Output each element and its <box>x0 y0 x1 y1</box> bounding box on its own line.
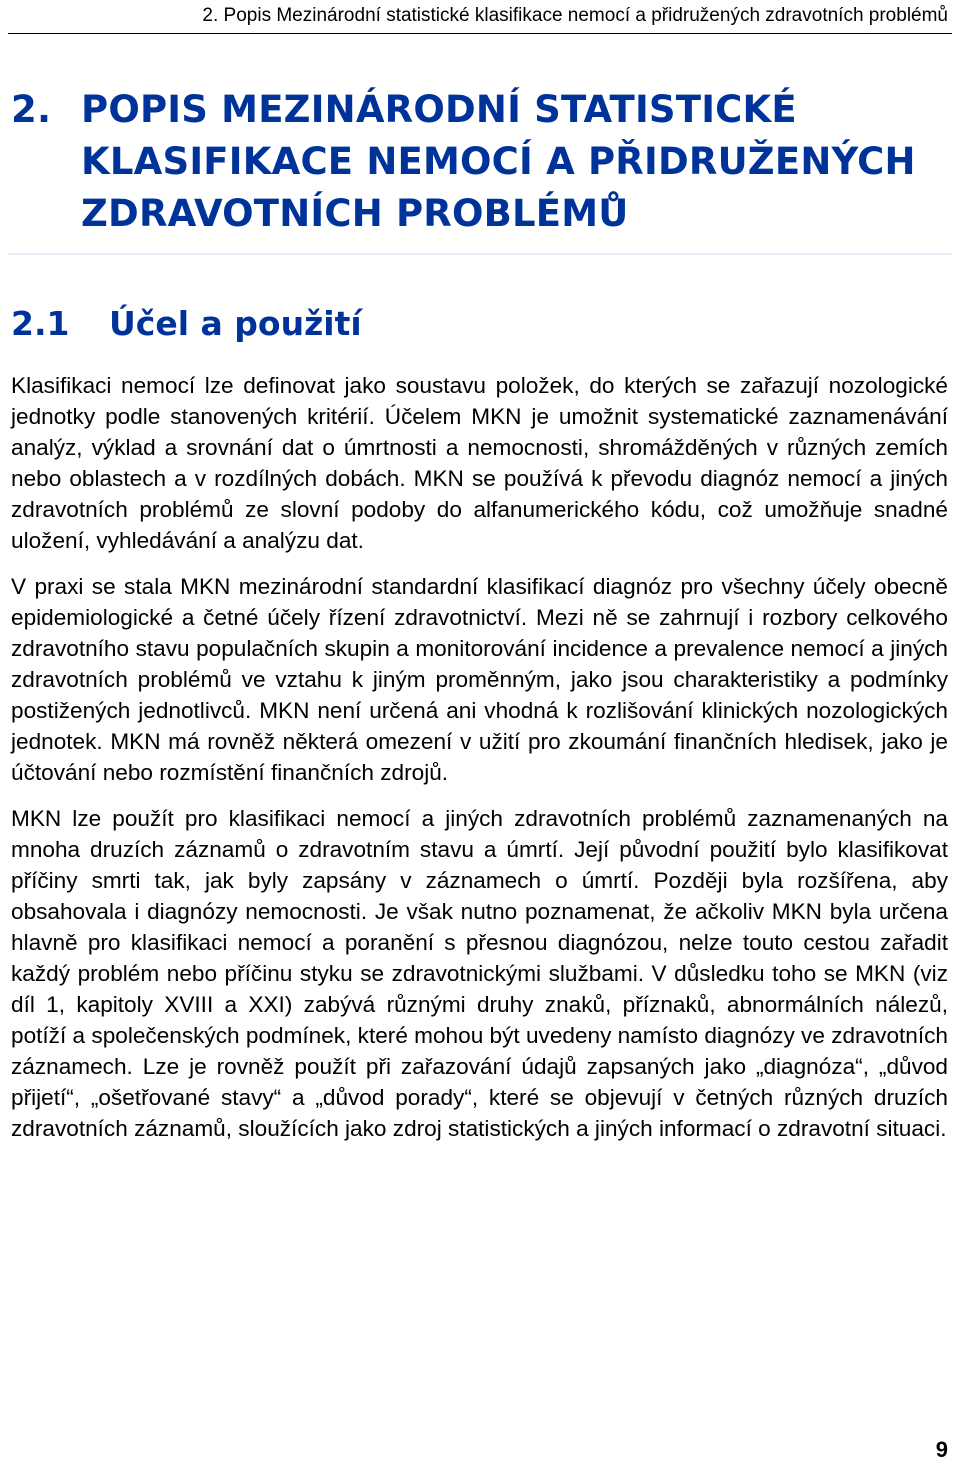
running-header: 2. Popis Mezinárodní statistické klasifikace nemocí a přidružených zdravotních problémů <box>202 5 948 26</box>
chapter-heading <box>11 84 951 240</box>
section-number: 2.1 <box>11 304 70 343</box>
page-number: 9 <box>935 1437 948 1462</box>
section-heading <box>11 300 362 348</box>
paragraph: MKN lze použít pro klasifikaci nemocí a jiných zdravotních problémů zaznamenaných na mnoha druzích záznamů o zdravotním stavu a úmrtí. Její původní použití bylo klasifikovat příčiny smrti tak, jak byly zapsány v záznamech o úmrtí. Později byla rozšířena, aby obsahovala i diagnózy nemocnosti. Je však nutno poznamenat, že ačkoliv MKN byla určena hlavně pro klasifikaci nemocí a poranění s přesnou diagnózou, nelze touto cestou zařadit každý problém nebo příčinu styku se zdravotnickými službami. V důsledku toho se MKN (viz díl 1, kapitoly XVIII a XXI) zabývá různými druhy znaků, příznaků, abnormálních nálezů, potíží a společenských podmínek, které mohou být uvedeny namísto diagnózy ve zdravotních záznamech. Lze je rovněž použít při zařazování údajů zapsaných jako „diagnóza“, „důvod přijetí“, „ošetřované stavy“ a „důvod porady“, které se objevují v četných různých druzích zdravotních záznamů, sloužících jako zdroj statistických a jiných informací o zdravotní situaci. <box>11 806 948 1141</box>
paragraph: Klasifikaci nemocí lze definovat jako soustavu položek, do kterých se zařazují nozologické jednotky podle stanovených kritérií. Účelem MKN je umožnit systematické zaznamenávání analýz, výklad a srovnání dat o úmrtnosti a nemocnosti, shromážděných v různých zemích nebo oblastech a v rozdílných dobách. MKN se používá k převodu diagnóz nemocí a jiných zdravotních problémů ze slovní podoby do alfanumerického kódu, což umožňuje snadné uložení, vyhledávání a analýzu dat. <box>11 373 948 553</box>
chapter-title: POPIS MEZINÁRODNÍ STATISTICKÉ KLASIFIKACE NEMOCÍ A PŘIDRUŽENÝCH ZDRAVOTNÍCH PROBLÉMŮ <box>81 88 916 235</box>
header-rule <box>8 33 952 34</box>
chapter-rule <box>8 253 952 255</box>
paragraph: V praxi se stala MKN mezinárodní standardní klasifikací diagnóz pro všechny účely obecně epidemiologické a četné účely řízení zdravotnictví. Mezi ně se zahrnují i rozbory celkového zdravotního stavu populačních skupin a monitorování incidence a prevalence nemocí a jiných zdravotních problémů ve vztahu k jiným proměnným, jako jsou charakteristiky a podmínky postižených jednotlivců. MKN není určená ani vhodná k rozlišování klinických nozologických jednotek. MKN má rovněž některá omezení v užití pro zkoumání finančních hledisek, jako je účtování nebo rozmístění finančních zdrojů. <box>11 574 948 785</box>
body-text <box>11 370 948 1159</box>
section-title: Účel a použití <box>109 304 362 343</box>
chapter-number: 2. <box>11 88 52 131</box>
